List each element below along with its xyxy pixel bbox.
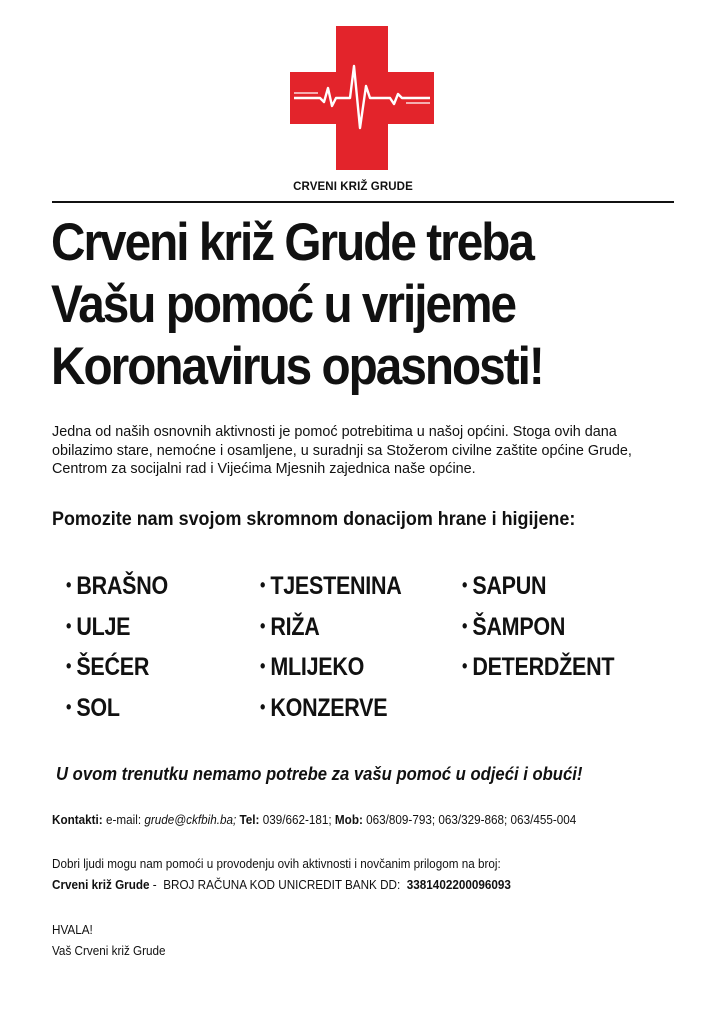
bullet-icon: • [462, 656, 468, 676]
contacts-label: Kontakti: [52, 812, 103, 827]
items-column-1 [66, 566, 185, 728]
headline [51, 212, 627, 398]
donation-text: Dobri ljudi mogu nam pomoći u provodenju ovih aktivnosti i novčanim prilogom na broj: [52, 856, 501, 871]
clothing-notice: U ovom trenutku nemamo potrebe za vašu pomoć u odjeći i obući! [56, 763, 583, 784]
list-item: • SAPUN [462, 572, 547, 600]
list-item: • DETERDŽENT [462, 653, 615, 681]
email-label: e-mail: [105, 812, 142, 827]
bullet-icon: • [462, 615, 468, 636]
list-item: • BRAŠNO [66, 572, 168, 600]
thanks-text: HVALA! [52, 922, 93, 937]
bullet-icon: • [260, 656, 266, 676]
list-item: • ULJE [66, 612, 131, 641]
items-column-2 [260, 566, 425, 728]
tel-label: Tel: [239, 812, 260, 827]
headline-line-2: Vašu pomoć u vrijeme [51, 275, 516, 334]
list-item: • TJESTENINA [260, 572, 402, 600]
list-item: • ŠEĆER [66, 653, 150, 681]
bullet-icon: • [260, 696, 266, 717]
email-link[interactable]: grude@ckfbih.ba; [144, 812, 237, 827]
list-item: • KONZERVE [260, 693, 388, 722]
contacts-line [52, 812, 576, 827]
org-name: CRVENI KRIŽ GRUDE [293, 181, 413, 193]
account-number: 3381402200096093 [406, 877, 511, 892]
bullet-icon: • [66, 575, 72, 595]
headline-line-3: Koronavirus opasnosti! [51, 337, 543, 396]
red-cross-heartbeat-icon [290, 26, 434, 170]
donation-separator: - [149, 877, 164, 892]
bullet-icon: • [66, 696, 72, 717]
list-item: • MLIJEKO [260, 653, 365, 681]
list-item: • SOL [66, 693, 120, 722]
bullet-icon: • [66, 656, 72, 676]
bullet-icon: • [260, 575, 266, 595]
bullet-icon: • [66, 615, 72, 636]
mob-label: Mob: [334, 812, 363, 827]
bullet-icon: • [260, 615, 266, 636]
headline-line-1: Crveni križ Grude treba [51, 213, 533, 272]
account-label: BROJ RAČUNA KOD UNICREDIT BANK DD: [163, 877, 401, 892]
signature: Vaš Crveni križ Grude [52, 943, 166, 958]
items-column-3 [462, 566, 639, 688]
donation-org: Crveni križ Grude [52, 877, 150, 892]
mob-numbers: 063/809-793; 063/329-868; 063/455-004 [366, 812, 577, 827]
divider [52, 201, 674, 203]
bank-account-line [52, 877, 511, 892]
appeal-heading: Pomozite nam svojom skromnom donacijom hrane i higijene: [52, 508, 576, 530]
list-item: • ŠAMPON [462, 612, 566, 641]
intro-paragraph: Jedna od naših osnovnih aktivnosti je pomoć potrebitima u našoj općini. Stoga ovih dana obilazimo stare, nemoćne i osamljene, u suradnji sa Stožerom civilne zaštite općine Grude, Centrom za socijalni rad i Vijećima Mjesnih zajednica naše općine. [52, 424, 632, 477]
tel-number: 039/662-181; [262, 812, 332, 827]
bullet-icon: • [462, 575, 468, 595]
list-item: • RIŽA [260, 612, 320, 641]
